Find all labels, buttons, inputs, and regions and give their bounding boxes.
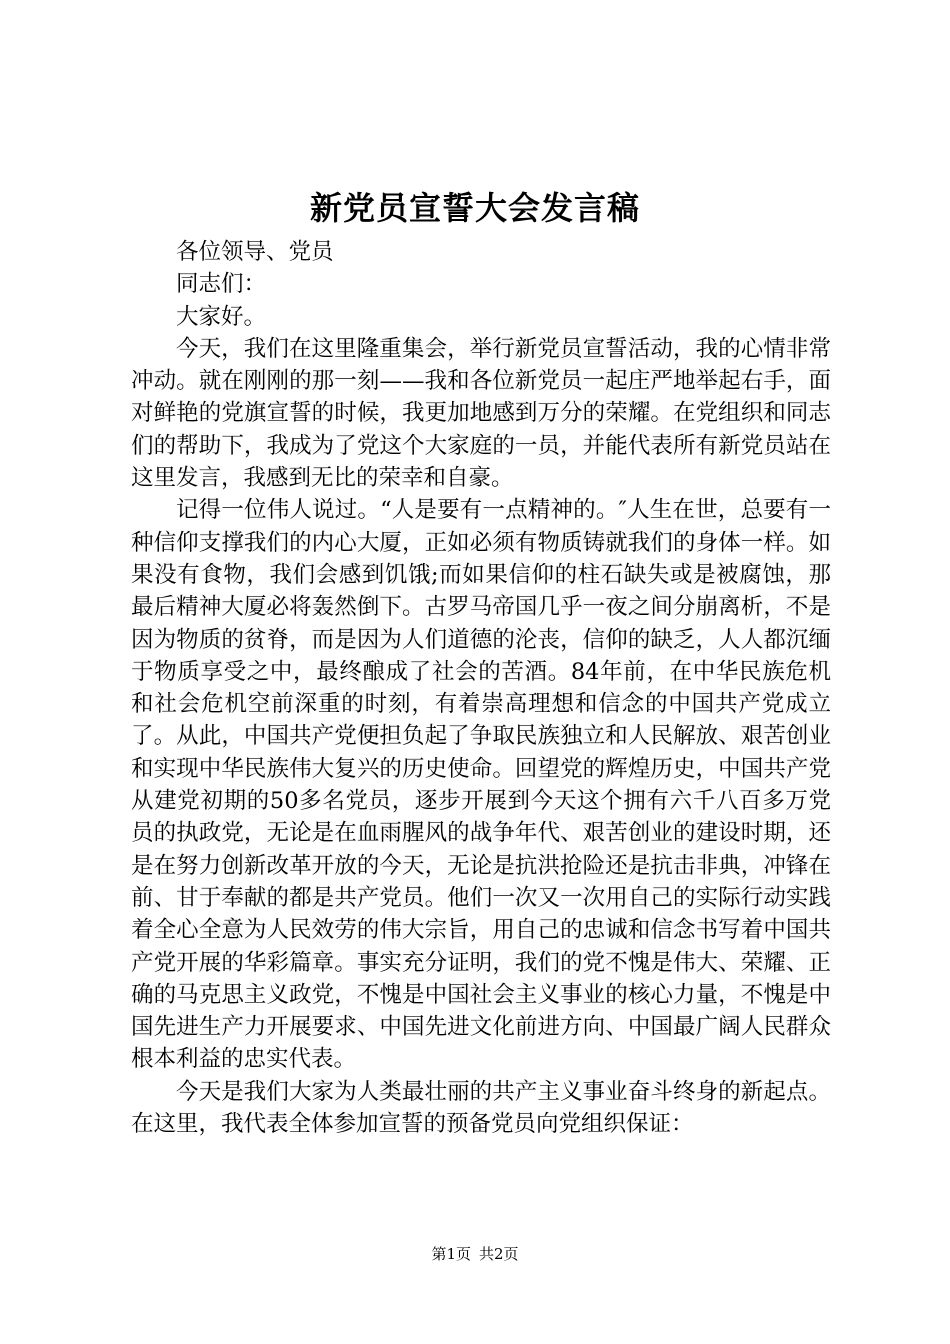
paragraph-opening: 今天，我们在这里隆重集会，举行新党员宣誓活动，我的心情非常冲动。就在刚刚的那一刻——我和各位新党员一起庄严地举起右手，面对鲜艳的党旗宣誓的时候，我更加地感到万分的荣耀。在党组织和同志们的帮助下，我成为了党这个大家庭的一员，并能代表所有新党员站在这里发言，我感到无比的荣幸和自豪。 — [131, 335, 831, 492]
page-total: 共2页 — [479, 1245, 519, 1263]
paragraph-pledge-intro: 今天是我们大家为人类最壮丽的共产主义事业奋斗终身的新起点。在这里，我代表全体参加宣誓的预备党员向党组织保证： — [131, 1078, 831, 1138]
document-title: 新党员宣誓大会发言稿 — [309, 189, 640, 227]
salutation-leaders: 各位领导、党员 — [176, 239, 334, 265]
paragraph-history: 记得一位伟人说过。“人是要有一点精神的。″人生在世，总要有一种信仰支撑我们的内心大厦，正如必须有物质铸就我们的身体一样。如果没有食物，我们会感到饥饿;而如果信仰的柱石缺失或是被腐蚀，那最后精神大厦必将轰然倒下。古罗马帝国几乎一夜之间分崩离析，不是因为物质的贫脊，而是因为人们道德的沦丧，信仰的缺乏，人人都沉缅于物质享受之中，最终酿成了社会的苦酒。84年前，在中华民族危机和社会危机空前深重的时刻，有着崇高理想和信念的中国共产党成立了。从此，中国共产党便担负起了争取民族独立和人民解放、艰苦创业和实现中华民族伟大复兴的历史使命。回望党的辉煌历史，中国共产党从建党初期的50多名党员，逐步开展到今天这个拥有六千八百多万党员的执政党，无论是在血雨腥风的战争年代、艰苦创业的建设时期，还是在努力创新改革开放的今天，无论是抗洪抢险还是抗击非典，冲锋在前、甘于奉献的都是共产党员。他们一次又一次用自己的实际行动实践着全心全意为人民效劳的伟大宗旨，用自己的忠诚和信念书写着中国共产党开展的华彩篇章。事实充分证明，我们的党不愧是伟大、荣耀、正确的马克思主义政党，不愧是中国社会主义事业的核心力量，不愧是中国先进生产力开展要求、中国先进文化前进方向、中国最广阔人民群众根本利益的忠实代表。 — [131, 497, 831, 1073]
greeting: 大家好。 — [176, 303, 267, 330]
page-number: 第1页 — [431, 1245, 471, 1263]
document-body — [131, 236, 831, 1140]
salutation-comrades: 同志们： — [176, 271, 267, 298]
page-footer — [0, 1244, 950, 1264]
